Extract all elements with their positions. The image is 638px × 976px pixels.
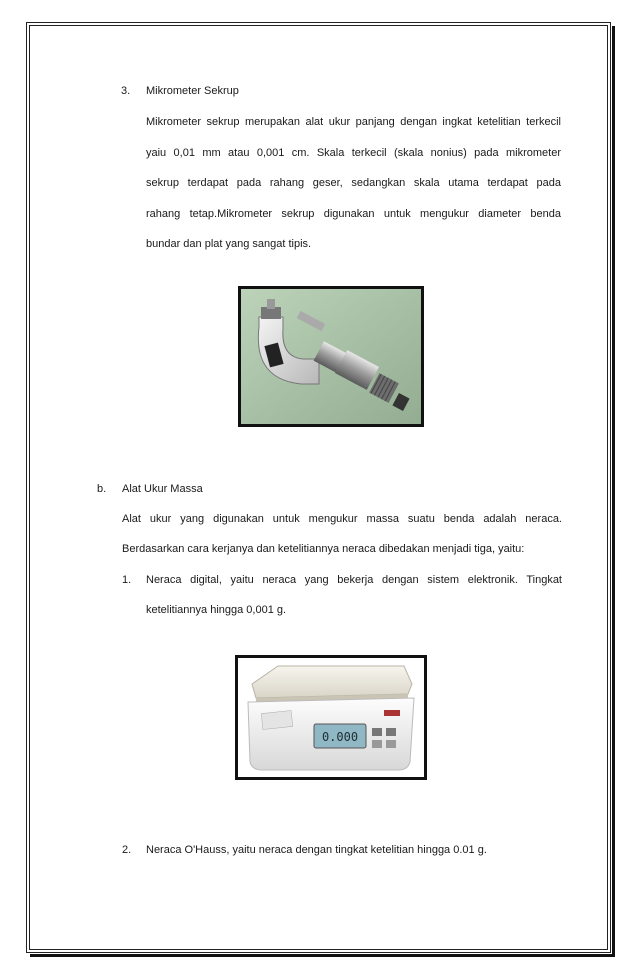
line-text: yaiu 0,01 mm atau 0,001 cm. Skala terkecil (skala nonius) pada mikrometer (146, 147, 561, 159)
micrometer-photo (238, 286, 424, 427)
line-text: rahang tetap.Mikrometer sekrup digunakan untuk mengukur diameter benda (146, 208, 561, 220)
paragraph-line (146, 238, 561, 250)
micrometer-illustration (241, 289, 421, 424)
line-text: Alat ukur yang digunakan untuk mengukur massa suatu benda adalah neraca. (122, 513, 562, 525)
list-number: 1. (122, 574, 132, 586)
scale-display-readout: 0.000 (321, 730, 359, 744)
paragraph-line (146, 147, 561, 159)
line-text: bundar dan plat yang sangat tipis. (146, 238, 312, 250)
list-number: 3. (121, 85, 131, 97)
digital-scale-illustration (238, 658, 424, 777)
line-text: Berdasarkan cara kerjanya dan ketelitiannya neraca dibedakan menjadi tiga, yaitu: (122, 543, 525, 555)
paragraph-line (146, 116, 561, 128)
paragraph-line: Neraca O'Hauss, yaitu neraca dengan tingkat ketelitian hingga 0.01 g. (146, 844, 487, 856)
section-letter: b. (97, 483, 107, 495)
list-number: 2. (122, 844, 132, 856)
page-border (26, 22, 611, 953)
paragraph-line (122, 543, 562, 555)
digital-scale-photo (235, 655, 427, 780)
line-text: Neraca digital, yaitu neraca yang bekerja dengan sistem elektronik. Tingkat (146, 574, 562, 586)
paragraph-line (122, 513, 562, 525)
section-title-mikrometer: Mikrometer Sekrup (146, 85, 239, 97)
paragraph-line (146, 177, 561, 189)
line-text: sekrup terdapat pada rahang geser, sedangkan skala utama terdapat pada (146, 177, 561, 189)
line-text: ketelitiannya hingga 0,001 g. (146, 604, 287, 616)
line-text: Mikrometer sekrup merupakan alat ukur panjang dengan ingkat ketelitian terkecil (146, 116, 561, 128)
paragraph-line (146, 604, 562, 616)
paragraph-line (146, 574, 562, 586)
paragraph-line (146, 208, 561, 220)
section-title-alat-ukur-massa: Alat Ukur Massa (122, 483, 203, 495)
